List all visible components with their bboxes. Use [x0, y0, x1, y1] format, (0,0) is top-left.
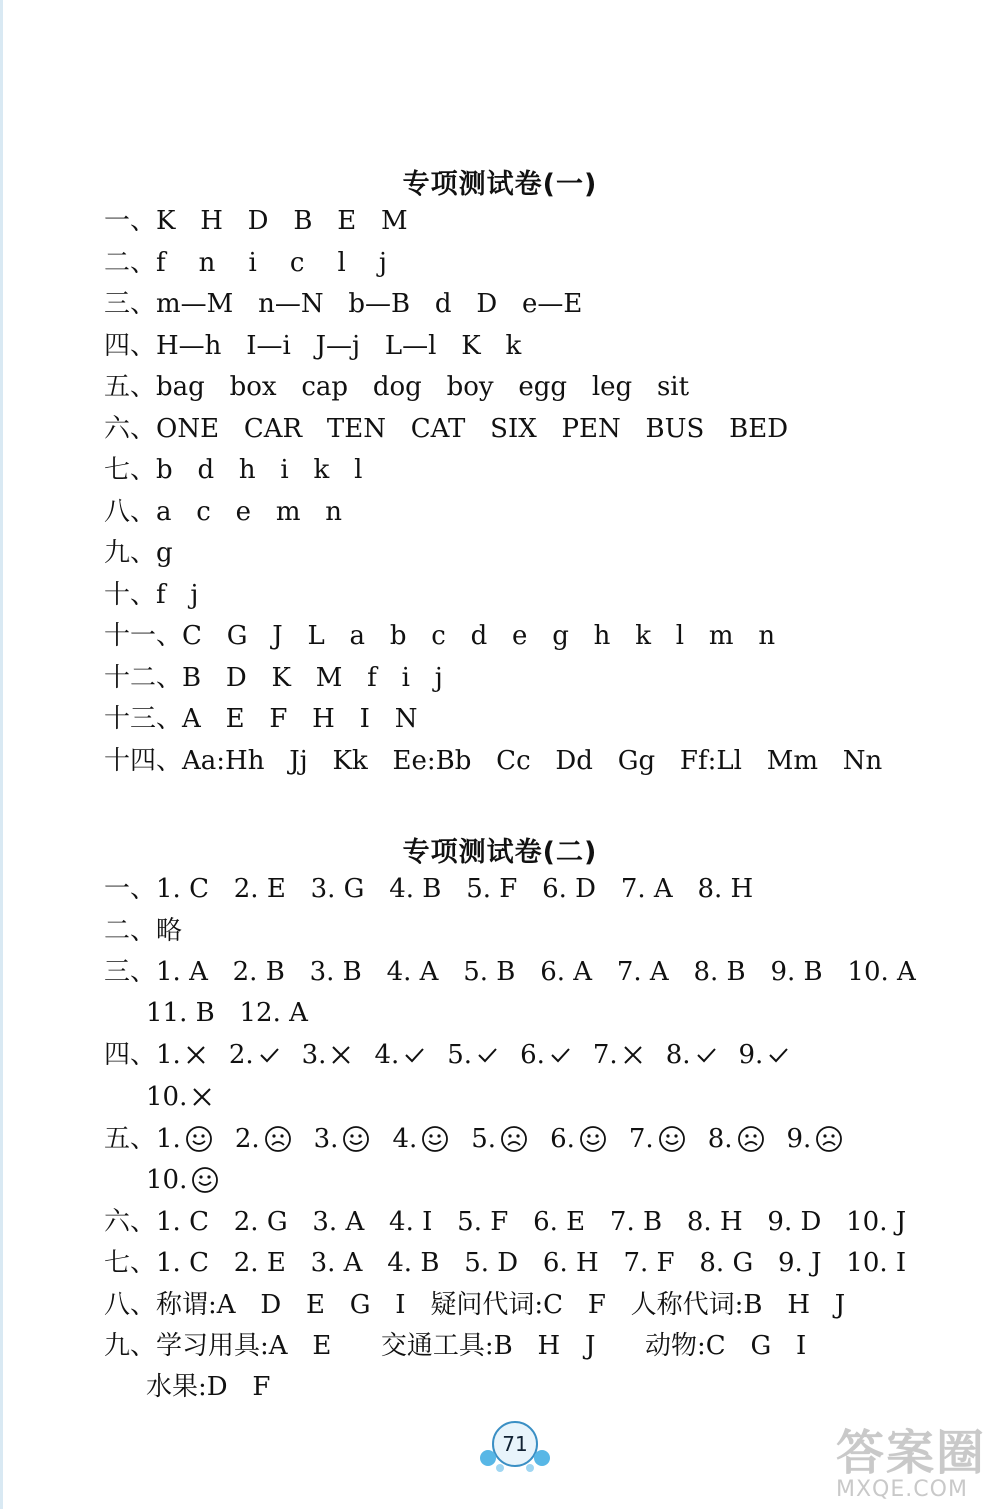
sad-face-icon	[500, 1125, 528, 1153]
s2-q4-cont	[146, 1080, 235, 1114]
check-mark-icon	[767, 1044, 789, 1066]
answer-item	[739, 1038, 790, 1072]
s2-q8: 八、称谓:A D E G I 疑问代词:C F 人称代词:B H J	[104, 1290, 846, 1320]
sad-face-icon	[737, 1125, 765, 1153]
smiley-face-icon	[579, 1125, 607, 1153]
watermark-url: MXQE.COM	[836, 1477, 968, 1502]
answer-item	[666, 1038, 717, 1072]
answer-item	[229, 1038, 280, 1072]
answer-item	[447, 1038, 498, 1072]
answer-item	[520, 1038, 571, 1072]
s1-answer-line: 九、g	[104, 538, 173, 568]
cross-mark-icon	[191, 1086, 213, 1108]
answer-item	[629, 1122, 686, 1156]
answer-number: 6.	[520, 1040, 545, 1070]
answer-number: 9.	[786, 1124, 812, 1154]
answer-item	[374, 1038, 425, 1072]
answer-item	[235, 1122, 292, 1156]
s1-answer-line: 六、ONE CAR TEN CAT SIX PEN BUS BED	[104, 414, 789, 444]
page-number: 71	[502, 1432, 528, 1456]
s1-answer-line: 一、K H D B E M	[104, 206, 408, 236]
s1-answer-line: 三、m—M n—N b—B d D e—E	[104, 289, 583, 319]
page-edge	[0, 0, 3, 1509]
answer-number: 9.	[738, 1040, 764, 1070]
answer-item	[392, 1122, 449, 1156]
answer-number: 1.	[156, 1124, 181, 1154]
answer-number: 7.	[592, 1040, 618, 1070]
cross-mark-icon	[330, 1044, 352, 1066]
s1-answer-line: 十、f j	[104, 580, 199, 610]
section2-title: 专项测试卷(二)	[402, 837, 598, 868]
s2-q4	[104, 1038, 811, 1072]
cross-mark-icon	[622, 1044, 644, 1066]
sad-face-icon	[815, 1125, 843, 1153]
page-number-badge	[480, 1418, 550, 1488]
answer-number: 5.	[471, 1124, 497, 1154]
smiley-face-icon	[191, 1166, 219, 1194]
answer-number: 8.	[665, 1040, 691, 1070]
check-mark-icon	[549, 1044, 571, 1066]
answer-item	[146, 1163, 219, 1197]
answer-item	[550, 1122, 607, 1156]
s1-answer-line: 七、b d h i k l	[104, 455, 363, 485]
answer-number: 10.	[146, 1165, 188, 1195]
s1-answer-line: 四、H—h I—i J—j L—l K k	[104, 331, 522, 361]
answer-item	[593, 1038, 644, 1072]
s2-q6: 六、1. C 2. G 3. A 4. I 5. F 6. E 7. B 8. H 9. D 10. J	[104, 1207, 907, 1237]
cross-mark-icon	[185, 1044, 207, 1066]
check-mark-icon	[258, 1044, 280, 1066]
answer-item	[787, 1122, 844, 1156]
answer-item	[314, 1122, 371, 1156]
section1-title: 专项测试卷(一)	[402, 169, 598, 200]
smiley-face-icon	[185, 1125, 213, 1153]
watermark-logo	[836, 1414, 987, 1502]
answer-number: 1.	[156, 1040, 181, 1070]
check-mark-icon	[695, 1044, 717, 1066]
answer-number: 3.	[313, 1124, 339, 1154]
answer-item	[156, 1038, 207, 1072]
s2-q4-label: 四、	[104, 1040, 157, 1070]
answer-number: 3.	[301, 1040, 327, 1070]
sad-face-icon	[264, 1125, 292, 1153]
s1-answer-line: 十四、Aa:Hh Jj Kk Ee:Bb Cc Dd Gg Ff:Ll Mm Nn	[104, 746, 883, 776]
s2-q5-cont	[146, 1163, 241, 1197]
s1-answer-line: 八、a c e m n	[104, 497, 343, 527]
smiley-face-icon	[342, 1125, 370, 1153]
s2-q9: 九、学习用具:A E 交通工具:B H J 动物:C G I	[104, 1331, 807, 1361]
watermark-title: 答案圈	[836, 1425, 987, 1481]
s1-answer-line: 十二、B D K M f i j	[104, 663, 443, 693]
s2-q5-label: 五、	[104, 1124, 157, 1154]
answer-item	[471, 1122, 528, 1156]
smiley-face-icon	[421, 1125, 449, 1153]
answer-number: 5.	[447, 1040, 473, 1070]
s2-q9-cont: 水果:D F	[146, 1372, 271, 1402]
s2-q3-cont: 11. B 12. A	[146, 998, 308, 1028]
s2-q5	[104, 1122, 865, 1156]
s1-answer-line: 五、bag box cap dog boy egg leg sit	[104, 372, 690, 402]
answer-number: 2.	[234, 1124, 260, 1154]
answer-number: 4.	[392, 1124, 418, 1154]
answer-item	[302, 1038, 353, 1072]
answer-item	[708, 1122, 765, 1156]
answer-number: 8.	[707, 1124, 733, 1154]
check-mark-icon	[403, 1044, 425, 1066]
answer-item	[156, 1122, 213, 1156]
s1-answer-line: 二、f n i c l j	[104, 248, 387, 278]
answer-number: 7.	[628, 1124, 654, 1154]
s2-q1: 一、1. C 2. E 3. G 4. B 5. F 6. D 7. A 8. H	[104, 874, 754, 904]
check-mark-icon	[476, 1044, 498, 1066]
s2-q2: 二、略	[104, 916, 183, 946]
answer-number: 2.	[228, 1040, 254, 1070]
smiley-face-icon	[658, 1125, 686, 1153]
s1-answer-line: 十一、C G J L a b c d e g h k l m n	[104, 621, 776, 651]
answer-item	[146, 1080, 213, 1114]
s2-q3: 三、1. A 2. B 3. B 4. A 5. B 6. A 7. A 8. B 9. B 10. A	[104, 957, 916, 987]
answer-number: 4.	[374, 1040, 400, 1070]
s1-answer-line: 十三、A E F H I N	[104, 704, 418, 734]
answer-number: 10.	[146, 1082, 188, 1112]
s2-q7: 七、1. C 2. E 3. A 4. B 5. D 6. H 7. F 8. G 9. J 10. I	[104, 1248, 907, 1278]
answer-number: 6.	[550, 1124, 575, 1154]
